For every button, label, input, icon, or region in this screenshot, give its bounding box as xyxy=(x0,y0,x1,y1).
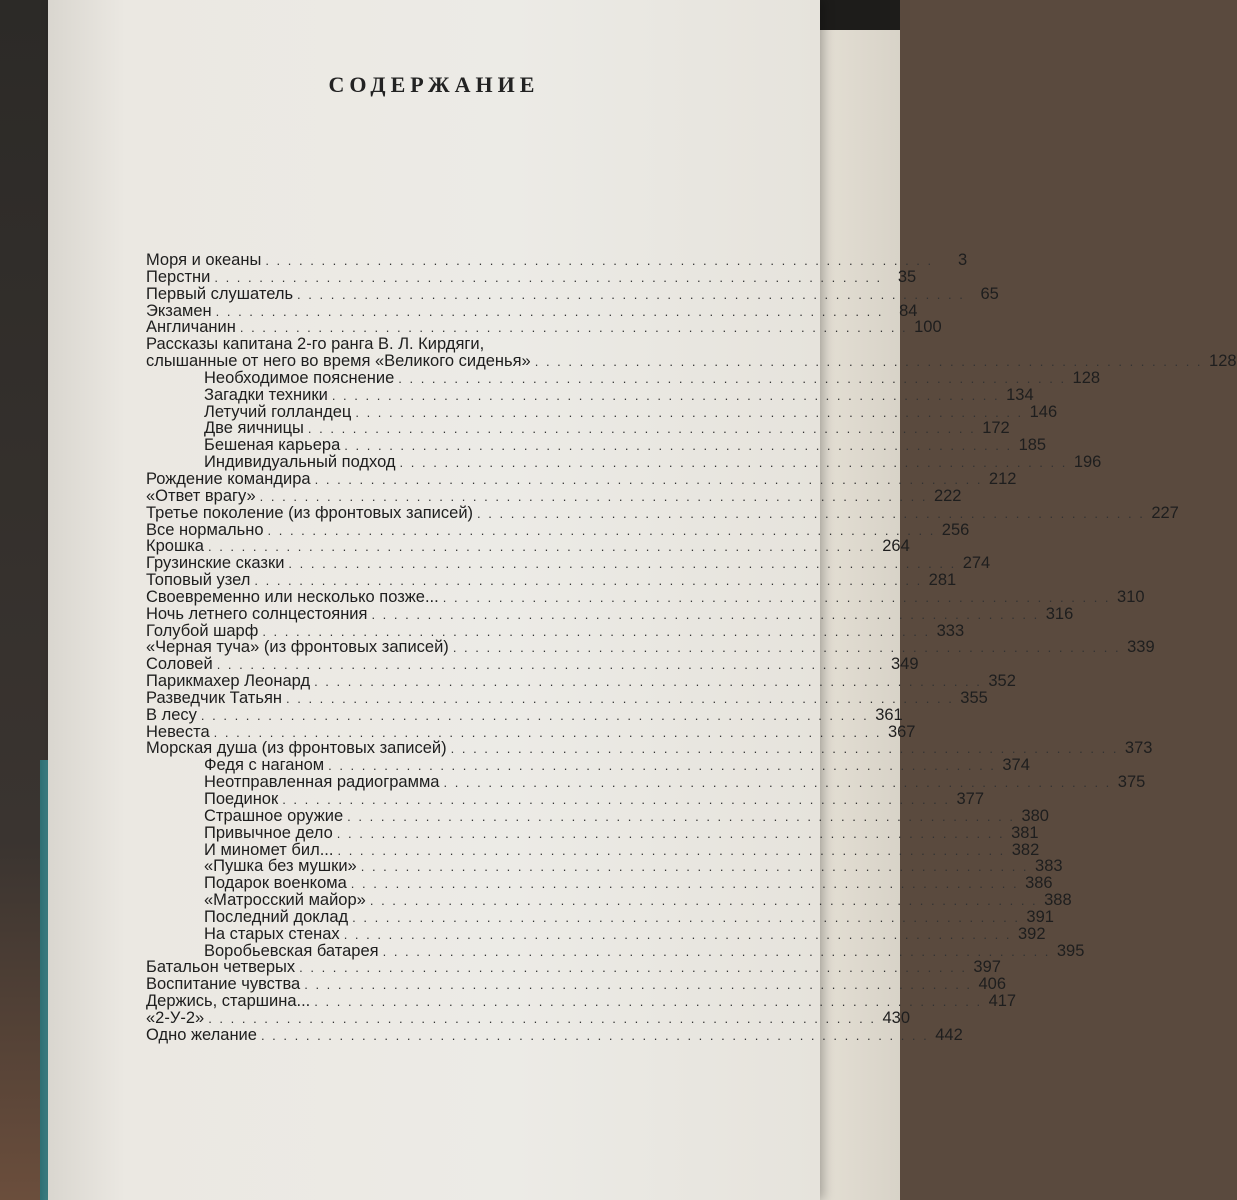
toc-leader-dots: . . . . . . . . . . . . . . . . . . . . . . . . . . . . . . . . . . . . . . . . . . . . . . . . . . . . . . . . . . . . xyxy=(350,876,1019,892)
table-of-contents xyxy=(146,251,1237,1044)
toc-entry xyxy=(146,739,1153,758)
toc-entry-page: 196 xyxy=(1073,453,1102,472)
toc-entry xyxy=(146,301,918,320)
toc-entry-title: Держись, старшина... xyxy=(146,992,311,1011)
toc-entry-page: 392 xyxy=(1017,924,1046,943)
toc-entry-page: 146 xyxy=(1029,402,1058,421)
toc-entry-page: 84 xyxy=(899,301,918,320)
toc-entry-title: «2-У-2» xyxy=(146,1008,205,1027)
toc-entry-page: 212 xyxy=(988,469,1017,488)
toc-entry-page: 397 xyxy=(973,958,1001,977)
toc-entry-title: «Пушка без мушки» xyxy=(204,857,357,876)
toc-entry xyxy=(146,368,1101,387)
toc-entry-title: Своевременно или несколько позже... xyxy=(146,587,439,606)
toc-entry xyxy=(146,520,970,539)
toc-entry xyxy=(146,436,1047,455)
toc-entry-title: В лесу xyxy=(146,705,197,724)
toc-entry xyxy=(146,352,1237,371)
toc-leader-dots: . . . . . . . . . . . . . . . . . . . . . . . . . . . . . . . . . . . . . . . . . . . . . . . . . . . . . . . . . . . . xyxy=(369,893,1038,909)
toc-entry-title: Первый слушатель xyxy=(146,284,294,303)
toc-entry xyxy=(146,486,962,505)
toc-entry xyxy=(146,806,1049,825)
toc-entry-title: Невеста xyxy=(146,722,210,741)
toc-entry-title: «Черная туча» (из фронтовых записей) xyxy=(146,638,449,657)
toc-leader-dots: . . . . . . . . . . . . . . . . . . . . . . . . . . . . . . . . . . . . . . . . . . . . . . . . . . . . . . . . . . . . xyxy=(337,842,1006,858)
toc-entry-title: Экзамен xyxy=(146,301,212,320)
toc-leader-dots: . . . . . . . . . . . . . . . . . . . . . . . . . . . . . . . . . . . . . . . . . . . . . . . . . . . . . . . . . . . . xyxy=(360,859,1029,875)
toc-entry xyxy=(146,688,988,707)
toc-entry-page: 406 xyxy=(978,975,1007,994)
toc-entry-page: 381 xyxy=(1011,823,1039,842)
toc-entry-page: 380 xyxy=(1021,806,1049,825)
toc-entry xyxy=(146,857,1063,876)
toc-entry-page: 274 xyxy=(962,554,991,573)
toc-entry-title: Парикмахер Леонард xyxy=(146,672,311,691)
toc-leader-dots: . . . . . . . . . . . . . . . . . . . . . . . . . . . . . . . . . . . . . . . . . . . . . . . . . . . . . . . . . . . . xyxy=(216,657,885,673)
toc-entry-page: 374 xyxy=(1002,756,1030,775)
toc-entry-title: Перстни xyxy=(146,267,211,286)
toc-entry xyxy=(146,823,1039,842)
toc-entry-title: Загадки техники xyxy=(204,385,328,404)
toc-leader-dots: . . . . . . . . . . . . . . . . . . . . . . . . . . . . . . . . . . . . . . . . . . . . . . . . . . . . . . . . . . . . xyxy=(355,404,1024,420)
toc-leader-dots: . . . . . . . . . . . . . . . . . . . . . . . . . . . . . . . . . . . . . . . . . . . . . . . . . . . . . . . . . . . . xyxy=(443,775,1112,791)
toc-entry-page: 333 xyxy=(936,621,965,640)
toc-leader-dots: . . . . . . . . . . . . . . . . . . . . . . . . . . . . . . . . . . . . . . . . . . . . . . . . . . . . . . . . . . . . xyxy=(328,758,996,774)
toc-entry-page: 227 xyxy=(1151,503,1179,522)
toc-entry xyxy=(146,267,917,286)
toc-entry xyxy=(146,1025,963,1044)
toc-entry-page: 316 xyxy=(1045,604,1074,623)
toc-entry-page: 349 xyxy=(890,655,919,674)
toc-leader-dots: . . . . . . . . . . . . . . . . . . . . . . . . . . . . . . . . . . . . . . . . . . . . . . . . . . . . . . . . . . . . xyxy=(399,455,1068,471)
toc-entry-page: 65 xyxy=(980,284,999,303)
toc-entry xyxy=(146,992,1017,1011)
toc-entry-page: 388 xyxy=(1044,891,1072,910)
toc-entry xyxy=(146,975,1007,994)
toc-leader-dots: . . . . . . . . . . . . . . . . . . . . . . . . . . . . . . . . . . . . . . . . . . . . . . . . . . . . . . . . . . . . xyxy=(382,943,1051,959)
toc-entry-title: Рассказы капитана 2-го ранга В. Л. Кирдяги, xyxy=(146,335,485,354)
toc-entry-title: На старых стенах xyxy=(204,924,340,943)
toc-leader-dots: . . . . . . . . . . . . . . . . . . . . . . . . . . . . . . . . . . . . . . . . . . . . . . . . . . . . . . . . . . . . xyxy=(352,909,1020,925)
toc-entry xyxy=(146,402,1058,421)
toc-entry xyxy=(146,941,1085,960)
toc-entry-title: Батальон четверых xyxy=(146,958,296,977)
toc-leader-dots: . . . . . . . . . . . . . . . . . . . . . . . . . . . . . . . . . . . . . . . . . . . . . . . . . . . . . . . . . . . . xyxy=(477,505,1145,521)
toc-entry-page: 128 xyxy=(1072,368,1101,387)
toc-entry xyxy=(146,284,999,303)
toc-entry-title: Поединок xyxy=(204,790,279,808)
toc-entry xyxy=(146,318,942,337)
toc-leader-dots: . . . . . . . . . . . . . . . . . . . . . . . . . . . . . . . . . . . . . . . . . . . . . . . . . . . . . . . . . . . . xyxy=(254,573,923,589)
toc-entry xyxy=(146,503,1179,522)
toc-entry xyxy=(146,773,1146,792)
toc-entry-page: 386 xyxy=(1025,874,1053,893)
toc-entry xyxy=(146,958,1001,977)
toc-entry xyxy=(146,537,910,556)
toc-leader-dots: . . . . . . . . . . . . . . . . . . . . . . . . . . . . . . . . . . . . . . . . . . . . . . . . . . . . . . . . . . . . xyxy=(214,269,883,285)
toc-entry xyxy=(146,385,1034,404)
toc-entry xyxy=(146,874,1053,893)
toc-entry-page: 310 xyxy=(1117,587,1145,606)
toc-entry xyxy=(146,705,903,724)
toc-entry-title: Все нормально xyxy=(146,520,264,539)
toc-entry xyxy=(146,655,919,674)
toc-entry xyxy=(146,604,1074,623)
toc-entry-title: «Матросский майор» xyxy=(204,891,366,910)
toc-entry-title: Две яичницы xyxy=(204,419,304,438)
toc-entry xyxy=(146,756,1030,775)
toc-leader-dots: . . . . . . . . . . . . . . . . . . . . . . . . . . . . . . . . . . . . . . . . . . . . . . . . . . . . . . . . . . . . xyxy=(336,825,1005,841)
toc-leader-dots: . . . . . . . . . . . . . . . . . . . . . . . . . . . . . . . . . . . . . . . . . . . . . . . . . . . . . . . . . . . . xyxy=(282,792,951,807)
toc-entry-title: Индивидуальный подход xyxy=(204,453,396,472)
toc-entry-title: Грузинские сказки xyxy=(146,554,285,573)
toc-entry xyxy=(146,790,985,808)
page-title: СОДЕРЖАНИЕ xyxy=(328,72,540,97)
toc-entry-title: Летучий голландец xyxy=(204,402,352,421)
toc-entry-title: Одно желание xyxy=(146,1025,257,1044)
toc-entry xyxy=(146,469,1017,488)
toc-leader-dots: . . . . . . . . . . . . . . . . . . . . . . . . . . . . . . . . . . . . . . . . . . . . . . . . . . . . . . . . . . . . xyxy=(260,1027,929,1043)
toc-entry xyxy=(146,336,708,353)
toc-entry-title: Голубой шарф xyxy=(146,621,259,640)
toc-entry xyxy=(146,722,916,741)
toc-leader-dots: . . . . . . . . . . . . . . . . . . . . . . . . . . . . . . . . . . . . . . . . . . . . . . . . . . . . . . . . . . . . xyxy=(450,741,1119,757)
toc-leader-dots: . . . . . . . . . . . . . . . . . . . . . . . . . . . . . . . . . . . . . . . . . . . . . . . . . . . . . . . . . . . . xyxy=(200,707,869,723)
toc-entry-page: 417 xyxy=(988,992,1017,1011)
toc-leader-dots: . . . . . . . . . . . . . . . . . . . . . . . . . . . . . . . . . . . . . . . . . . . . . . . . . . . . . . . . . . . . xyxy=(265,253,934,268)
toc-entry-title: Третье поколение (из фронтовых записей) xyxy=(146,503,474,522)
toc-entry xyxy=(146,251,968,269)
toc-entry-title: Воробьевская батарея xyxy=(204,941,379,960)
toc-leader-dots: . . . . . . . . . . . . . . . . . . . . . . . . . . . . . . . . . . . . . . . . . . . . . . . . . . . . . . . . . . . . xyxy=(299,960,967,976)
toc-entry-page: 430 xyxy=(882,1008,910,1027)
toc-entry-page: 264 xyxy=(882,537,910,556)
toc-leader-dots: . . . . . . . . . . . . . . . . . . . . . . . . . . . . . . . . . . . . . . . . . . . . . . . . . . . . . . . . . . . . xyxy=(452,640,1121,656)
toc-entry-page: 339 xyxy=(1127,638,1155,657)
toc-entry-page: 134 xyxy=(1006,385,1034,404)
toc-leader-dots: . . . . . . . . . . . . . . . . . . . . . . . . . . . . . . . . . . . . . . . . . . . . . . . . . . . . . . . . . . . . xyxy=(286,690,954,706)
toc-entry-page: 3 xyxy=(957,251,968,269)
toc-leader-dots: . . . . . . . . . . . . . . . . . . . . . . . . . . . . . . . . . . . . . . . . . . . . . . . . . . . . . . . . . . . . xyxy=(239,320,908,336)
toc-entry-page: 395 xyxy=(1056,941,1085,960)
toc-entry-title: Подарок военкома xyxy=(204,874,347,893)
toc-entry-title: Привычное дело xyxy=(204,823,333,842)
toc-leader-dots: . . . . . . . . . . . . . . . . . . . . . . . . . . . . . . . . . . . . . . . . . . . . . . . . . . . . . . . . . . . . xyxy=(304,977,973,993)
toc-leader-dots: . . . . . . . . . . . . . . . . . . . . . . . . . . . . . . . . . . . . . . . . . . . . . . . . . . . . . . . . . . . . xyxy=(297,286,965,302)
toc-leader-dots: . . . . . . . . . . . . . . . . . . . . . . . . . . . . . . . . . . . . . . . . . . . . . . . . . . . . . . . . . . . . xyxy=(208,1010,876,1026)
toc-leader-dots: . . . . . . . . . . . . . . . . . . . . . . . . . . . . . . . . . . . . . . . . . . . . . . . . . . . . . . . . . . . . xyxy=(262,623,931,639)
toc-entry-page: 281 xyxy=(928,571,957,590)
toc-entry-page: 222 xyxy=(933,486,962,505)
toc-entry-page: 185 xyxy=(1018,436,1047,455)
toc-entry xyxy=(146,891,1072,910)
toc-entry-title: Крошка xyxy=(146,537,204,556)
toc-entry xyxy=(146,638,1155,657)
toc-entry xyxy=(146,924,1046,943)
toc-entry xyxy=(146,907,1054,926)
toc-entry-title: Топовый узел xyxy=(146,571,251,590)
toc-leader-dots: . . . . . . . . . . . . . . . . . . . . . . . . . . . . . . . . . . . . . . . . . . . . . . . . . . . . . . . . . . . . xyxy=(259,488,928,504)
toc-entry-page: 442 xyxy=(935,1025,963,1044)
toc-entry-page: 382 xyxy=(1011,840,1040,859)
toc-leader-dots: . . . . . . . . . . . . . . . . . . . . . . . . . . . . . . . . . . . . . . . . . . . . . . . . . . . . . . . . . . . . xyxy=(534,354,1203,370)
toc-entry-title: Страшное оружие xyxy=(204,806,344,825)
toc-entry-title: Воспитание чувства xyxy=(146,975,301,994)
toc-entry-page: 383 xyxy=(1035,857,1063,876)
toc-entry-page: 128 xyxy=(1209,352,1237,371)
toc-leader-dots: . . . . . . . . . . . . . . . . . . . . . . . . . . . . . . . . . . . . . . . . . . . . . . . . . . . . . . . . . . . . xyxy=(213,724,882,740)
toc-leader-dots: . . . . . . . . . . . . . . . . . . . . . . . . . . . . . . . . . . . . . . . . . . . . . . . . . . . . . . . . . . . . xyxy=(398,370,1067,386)
background-top-right xyxy=(820,0,900,30)
toc-leader-dots: . . . . . . . . . . . . . . . . . . . . . . . . . . . . . . . . . . . . . . . . . . . . . . . . . . . . . . . . . . . . xyxy=(371,606,1040,622)
toc-entry-title: Федя с наганом xyxy=(204,756,325,775)
toc-entry-page: 373 xyxy=(1124,739,1153,758)
toc-entry-page: 352 xyxy=(988,672,1016,691)
toc-leader-dots: . . . . . . . . . . . . . . . . . . . . . . . . . . . . . . . . . . . . . . . . . . . . . . . . . . . . . . . . . . . . xyxy=(344,438,1013,454)
toc-entry xyxy=(146,554,991,573)
toc-entry-title: Ночь летнего солнцестояния xyxy=(146,604,368,623)
toc-leader-dots: . . . . . . . . . . . . . . . . . . . . . . . . . . . . . . . . . . . . . . . . . . . . . . . . . . . . . . . . . . . . xyxy=(314,674,982,690)
toc-entry-title: Последний доклад xyxy=(204,907,349,926)
toc-entry xyxy=(146,672,1016,691)
toc-entry-page: 256 xyxy=(941,520,970,539)
toc-leader-dots: . . . . . . . . . . . . . . . . . . . . . . . . . . . . . . . . . . . . . . . . . . . . . . . . . . . . . . . . . . . . xyxy=(215,303,884,319)
toc-leader-dots: . . . . . . . . . . . . . . . . . . . . . . . . . . . . . . . . . . . . . . . . . . . . . . . . . . . . . . . . . . . . xyxy=(331,387,1000,403)
toc-leader-dots: . . . . . . . . . . . . . . . . . . . . . . . . . . . . . . . . . . . . . . . . . . . . . . . . . . . . . . . . . . . . xyxy=(314,471,983,487)
toc-leader-dots: . . . . . . . . . . . . . . . . . . . . . . . . . . . . . . . . . . . . . . . . . . . . . . . . . . . . . . . . . . . . xyxy=(347,808,1015,824)
toc-entry-title: Моря и океаны xyxy=(146,251,262,269)
toc-entry xyxy=(146,1008,910,1027)
toc-leader-dots: . . . . . . . . . . . . . . . . . . . . . . . . . . . . . . . . . . . . . . . . . . . . . . . . . . . . . . . . . . . . xyxy=(442,589,1111,605)
toc-entry-page: 391 xyxy=(1026,907,1054,926)
toc-entry xyxy=(146,419,1010,438)
toc-entry xyxy=(146,840,1040,859)
toc-leader-dots: . . . . . . . . . . . . . . . . . . . . . . . . . . . . . . . . . . . . . . . . . . . . . . . . . . . . . . . . . . . . xyxy=(207,539,876,555)
toc-entry-title: Англичанин xyxy=(146,318,236,337)
toc-entry xyxy=(146,587,1145,606)
toc-entry-page: 355 xyxy=(960,688,988,707)
toc-entry-page: 377 xyxy=(956,790,985,808)
toc-entry-page: 35 xyxy=(897,267,917,286)
toc-leader-dots: . . . . . . . . . . . . . . . . . . . . . . . . . . . . . . . . . . . . . . . . . . . . . . . . . . . . . . . . . . . . xyxy=(307,421,976,437)
toc-entry-title: Соловей xyxy=(146,655,213,674)
toc-entry-title: Необходимое пояснение xyxy=(204,368,395,387)
toc-entry-title: Морская душа (из фронтовых записей) xyxy=(146,739,447,758)
toc-leader-dots: . . . . . . . . . . . . . . . . . . . . . . . . . . . . . . . . . . . . . . . . . . . . . . . . . . . . . . . . . . . . xyxy=(343,926,1012,942)
toc-leader-dots: . . . . . . . . . . . . . . . . . . . . . . . . . . . . . . . . . . . . . . . . . . . . . . . . . . . . . . . . . . . . xyxy=(314,994,983,1010)
toc-entry-title: Разведчик Татьян xyxy=(146,688,283,707)
toc-entry-page: 361 xyxy=(875,705,903,724)
toc-entry-page: 367 xyxy=(887,722,916,741)
toc-entry-title: И миномет бил... xyxy=(204,840,334,859)
toc-leader-dots: . . . . . . . . . . . . . . . . . . . . . . . . . . . . . . . . . . . . . . . . . . . . . . . . . . . . . . . . . . . . xyxy=(288,556,957,572)
toc-entry xyxy=(146,571,957,590)
toc-entry-page: 172 xyxy=(982,419,1010,438)
toc-entry xyxy=(146,621,965,640)
toc-entry-page: 100 xyxy=(914,318,942,337)
toc-entry-title: Бешеная карьера xyxy=(204,436,341,455)
toc-entry-title: слышанные от него во время «Великого сиденья» xyxy=(146,352,531,371)
toc-entry-title: Рождение командира xyxy=(146,469,311,488)
toc-entry-page: 375 xyxy=(1117,773,1146,792)
toc-entry xyxy=(146,453,1102,472)
toc-leader-dots: . . . . . . . . . . . . . . . . . . . . . . . . . . . . . . . . . . . . . . . . . . . . . . . . . . . . . . . . . . . . xyxy=(267,522,936,538)
toc-entry-title: Неотправленная радиограмма xyxy=(204,773,440,792)
toc-entry-title: «Ответ врагу» xyxy=(146,486,256,505)
